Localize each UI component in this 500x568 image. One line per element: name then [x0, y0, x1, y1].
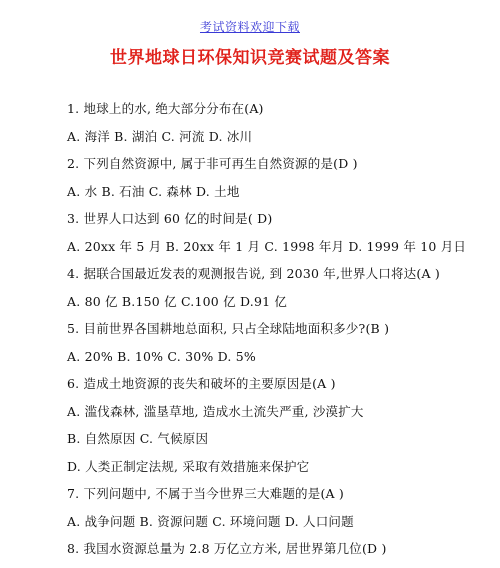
answer-options-line: A. 战争问题 B. 资源问题 C. 环境问题 D. 人口问题 — [67, 513, 354, 529]
question-line: 1. 地球上的水, 绝大部分分布在(A) — [67, 101, 264, 116]
question-line: 6. 造成土地资源的丧失和破坏的主要原因是(A ) — [67, 376, 336, 391]
answer-options-line: A. 20% B. 10% C. 30% D. 5% — [67, 348, 256, 364]
question-line: 2. 下列自然资源中, 属于非可再生自然资源的是(D ) — [67, 156, 358, 171]
answer-options-line: A. 80 亿 B.150 亿 C.100 亿 D.91 亿 — [67, 293, 288, 309]
answer-options-line: A. 水 B. 石油 C. 森林 D. 土地 — [67, 183, 240, 199]
header-download-link[interactable]: 考试资料欢迎下载 — [199, 20, 300, 34]
answer-options-line: A. 滥伐森林, 滥垦草地, 造成水土流失严重, 沙漠扩大 — [67, 403, 364, 419]
question-list — [67, 100, 480, 568]
answer-options-line: A. 海洋 B. 湖泊 C. 河流 D. 冰川 — [67, 128, 253, 144]
question-line: 7. 下列问题中, 不属于当今世界三大难题的是(A ) — [67, 486, 345, 501]
question-line: 3. 世界人口达到 60 亿的时间是( D) — [67, 211, 273, 226]
question-line: 4. 据联合国最近发表的观测报告说, 到 2030 年,世界人口将达(A ) — [67, 266, 440, 281]
question-line: 8. 我国水资源总量为 2.8 万亿立方米, 居世界第几位(D ) — [67, 541, 387, 556]
answer-options-line: A. 20xx 年 5 月 B. 20xx 年 1 月 C. 1998 年月 D. 1999 年 10 月日 — [67, 238, 467, 254]
answer-options-line: B. 自然原因 C. 气候原因 — [67, 431, 209, 446]
answer-options-line: D. 人类正制定法规, 采取有效措施来保护它 — [67, 458, 310, 474]
question-line: 5. 目前世界各国耕地总面积, 只占全球陆地面积多少?(B ) — [67, 321, 390, 336]
document-title: 世界地球日环保知识竞赛试题及答案 — [110, 48, 390, 68]
